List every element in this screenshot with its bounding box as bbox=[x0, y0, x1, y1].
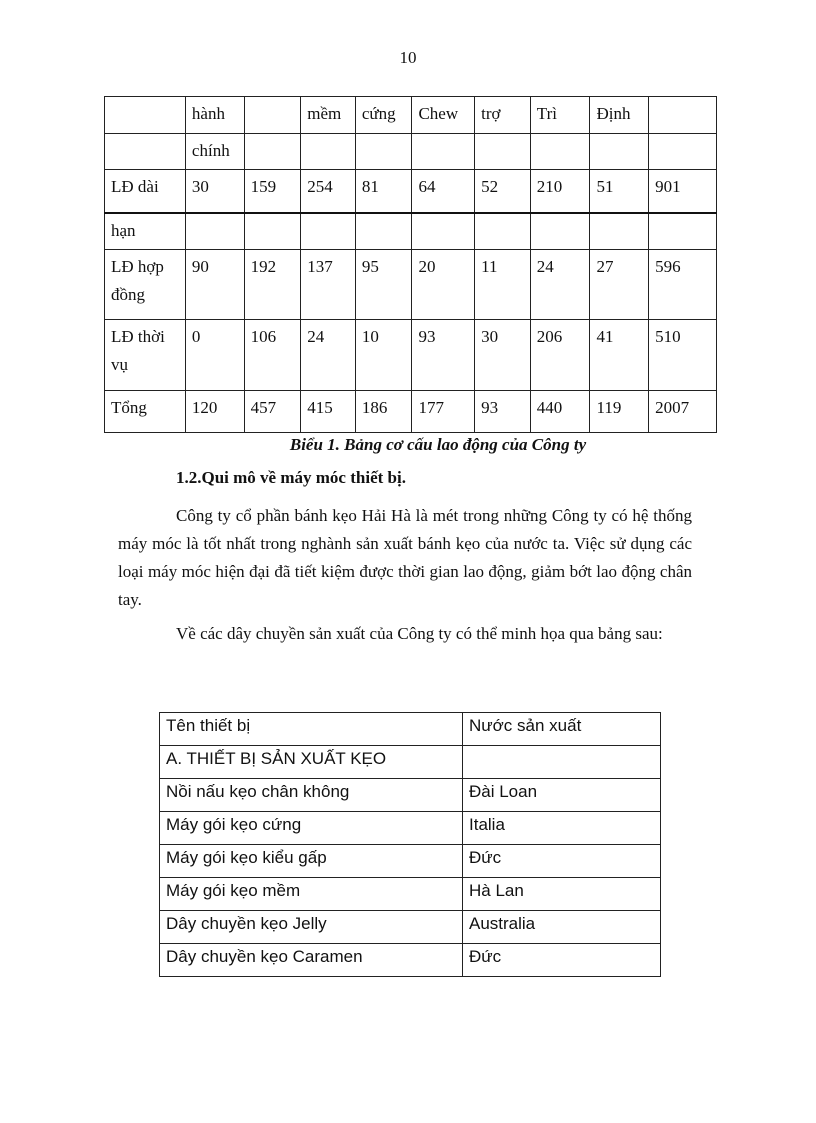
table-cell: 11 bbox=[475, 250, 531, 320]
table-cell: 137 bbox=[301, 250, 356, 320]
table-cell: 30 bbox=[185, 170, 244, 214]
table-cell bbox=[301, 213, 356, 250]
table-cell bbox=[649, 134, 717, 170]
table-cell: 90 bbox=[185, 250, 244, 320]
table-cell bbox=[244, 97, 301, 134]
table-cell bbox=[355, 213, 412, 250]
table-cell: 51 bbox=[590, 170, 649, 214]
paragraph: Về các dây chuyền sản xuất của Công ty có thể minh họa qua bảng sau: bbox=[176, 624, 663, 643]
table-cell: 210 bbox=[530, 170, 590, 214]
table-cell: 52 bbox=[475, 170, 531, 214]
table-cell bbox=[412, 134, 475, 170]
table-cell bbox=[412, 213, 475, 250]
table-cell: 415 bbox=[301, 391, 356, 433]
table-cell: 901 bbox=[649, 170, 717, 214]
table-header-row bbox=[105, 97, 717, 134]
table-row bbox=[160, 944, 661, 977]
table-cell bbox=[590, 134, 649, 170]
table-cell: 457 bbox=[244, 391, 301, 433]
table-cell bbox=[355, 134, 412, 170]
table-cell: mềm bbox=[301, 97, 356, 134]
table-cell: 510 bbox=[649, 320, 717, 391]
table-cell: 440 bbox=[530, 391, 590, 433]
table-cell: 64 bbox=[412, 170, 475, 214]
table-row bbox=[160, 779, 661, 812]
table-cell: trợ bbox=[475, 97, 531, 134]
table-cell: 24 bbox=[530, 250, 590, 320]
header-cell: Tên thiết bị bbox=[160, 713, 463, 746]
table-cell bbox=[530, 213, 590, 250]
table-cell bbox=[590, 213, 649, 250]
equipment-name: Máy gói kẹo cứng bbox=[160, 812, 463, 845]
table-cell: 186 bbox=[355, 391, 412, 433]
table-cell: 93 bbox=[412, 320, 475, 391]
table-row bbox=[160, 845, 661, 878]
row-label: LĐ hợp đồng bbox=[105, 250, 186, 320]
table-cell: 0 bbox=[185, 320, 244, 391]
table-cell: 159 bbox=[244, 170, 301, 214]
section-heading: 1.2.Qui mô về máy móc thiết bị. bbox=[176, 468, 406, 487]
table-cell: 41 bbox=[590, 320, 649, 391]
table-cell: Chew bbox=[412, 97, 475, 134]
equipment-country: Đức bbox=[463, 944, 661, 977]
table-cell bbox=[185, 213, 244, 250]
table-cell: 106 bbox=[244, 320, 301, 391]
table-cell: Định bbox=[590, 97, 649, 134]
table-cell bbox=[301, 134, 356, 170]
table-row bbox=[160, 911, 661, 944]
table-cell bbox=[105, 134, 186, 170]
table-row-ld-hop-dong bbox=[105, 250, 717, 320]
table-cell bbox=[649, 213, 717, 250]
equipment-name: Máy gói kẹo kiểu gấp bbox=[160, 845, 463, 878]
equipment-country: Australia bbox=[463, 911, 661, 944]
table-cell bbox=[649, 97, 717, 134]
table-cell: 95 bbox=[355, 250, 412, 320]
equipment-name: Dây chuyền kẹo Caramen bbox=[160, 944, 463, 977]
equipment-country: Đài Loan bbox=[463, 779, 661, 812]
table-cell: 596 bbox=[649, 250, 717, 320]
equipment-country: Hà Lan bbox=[463, 878, 661, 911]
table-row bbox=[160, 746, 661, 779]
table-cell: 10 bbox=[355, 320, 412, 391]
table-cell: Trì bbox=[530, 97, 590, 134]
table-caption: Biểu 1. Bảng cơ cấu lao động của Công ty bbox=[289, 435, 587, 454]
paragraph: Công ty cổ phần bánh kẹo Hải Hà là mét trong những Công ty có hệ thống máy móc là tốt nhất trong nghành sản xuất bánh kẹo của nước ta. Việc sử dụng các loại máy móc hiện đại đã tiết kiệm được thời gian lao động, giảm bớt lao động chân tay. bbox=[118, 506, 692, 609]
table-cell: cứng bbox=[355, 97, 412, 134]
table-cell bbox=[475, 134, 531, 170]
equipment-country: Italia bbox=[463, 812, 661, 845]
equipment-country bbox=[463, 746, 661, 779]
table-header-row bbox=[160, 713, 661, 746]
page-number: 10 bbox=[399, 48, 417, 67]
table-cell: 192 bbox=[244, 250, 301, 320]
table-cell: 24 bbox=[301, 320, 356, 391]
table-cell: 119 bbox=[590, 391, 649, 433]
table-cell: 20 bbox=[412, 250, 475, 320]
table-cell bbox=[475, 213, 531, 250]
table-row bbox=[160, 812, 661, 845]
table-cell: 93 bbox=[475, 391, 531, 433]
row-label: LĐ dài bbox=[105, 170, 186, 214]
table-cell: 30 bbox=[475, 320, 531, 391]
table-cell bbox=[530, 134, 590, 170]
table-cell: chính bbox=[185, 134, 244, 170]
table-row bbox=[160, 878, 661, 911]
table-cell: 120 bbox=[185, 391, 244, 433]
labor-structure-table bbox=[104, 96, 717, 433]
equipment-name: Nồi nấu kẹo chân không bbox=[160, 779, 463, 812]
equipment-name: A. THIẾT BỊ SẢN XUẤT KẸO bbox=[160, 746, 463, 779]
table-cell: 2007 bbox=[649, 391, 717, 433]
equipment-name: Dây chuyền kẹo Jelly bbox=[160, 911, 463, 944]
equipment-country: Đức bbox=[463, 845, 661, 878]
table-cell: 81 bbox=[355, 170, 412, 214]
row-label: LĐ thời vụ bbox=[105, 320, 186, 391]
table-cell: hành bbox=[185, 97, 244, 134]
header-cell: Nước sản xuất bbox=[463, 713, 661, 746]
table-cell: 27 bbox=[590, 250, 649, 320]
table-cell: 254 bbox=[301, 170, 356, 214]
row-label: hạn bbox=[105, 213, 186, 250]
table-cell bbox=[244, 213, 301, 250]
row-label: Tổng bbox=[105, 391, 186, 433]
equipment-table bbox=[159, 712, 661, 977]
table-cell: 177 bbox=[412, 391, 475, 433]
table-row-han bbox=[105, 213, 717, 250]
table-cell bbox=[105, 97, 186, 134]
table-cell bbox=[244, 134, 301, 170]
table-header-row bbox=[105, 134, 717, 170]
table-cell: 206 bbox=[530, 320, 590, 391]
table-row-total bbox=[105, 391, 717, 433]
equipment-name: Máy gói kẹo mềm bbox=[160, 878, 463, 911]
table-row-ld-dai bbox=[105, 170, 717, 214]
table-row-ld-thoi-vu bbox=[105, 320, 717, 391]
